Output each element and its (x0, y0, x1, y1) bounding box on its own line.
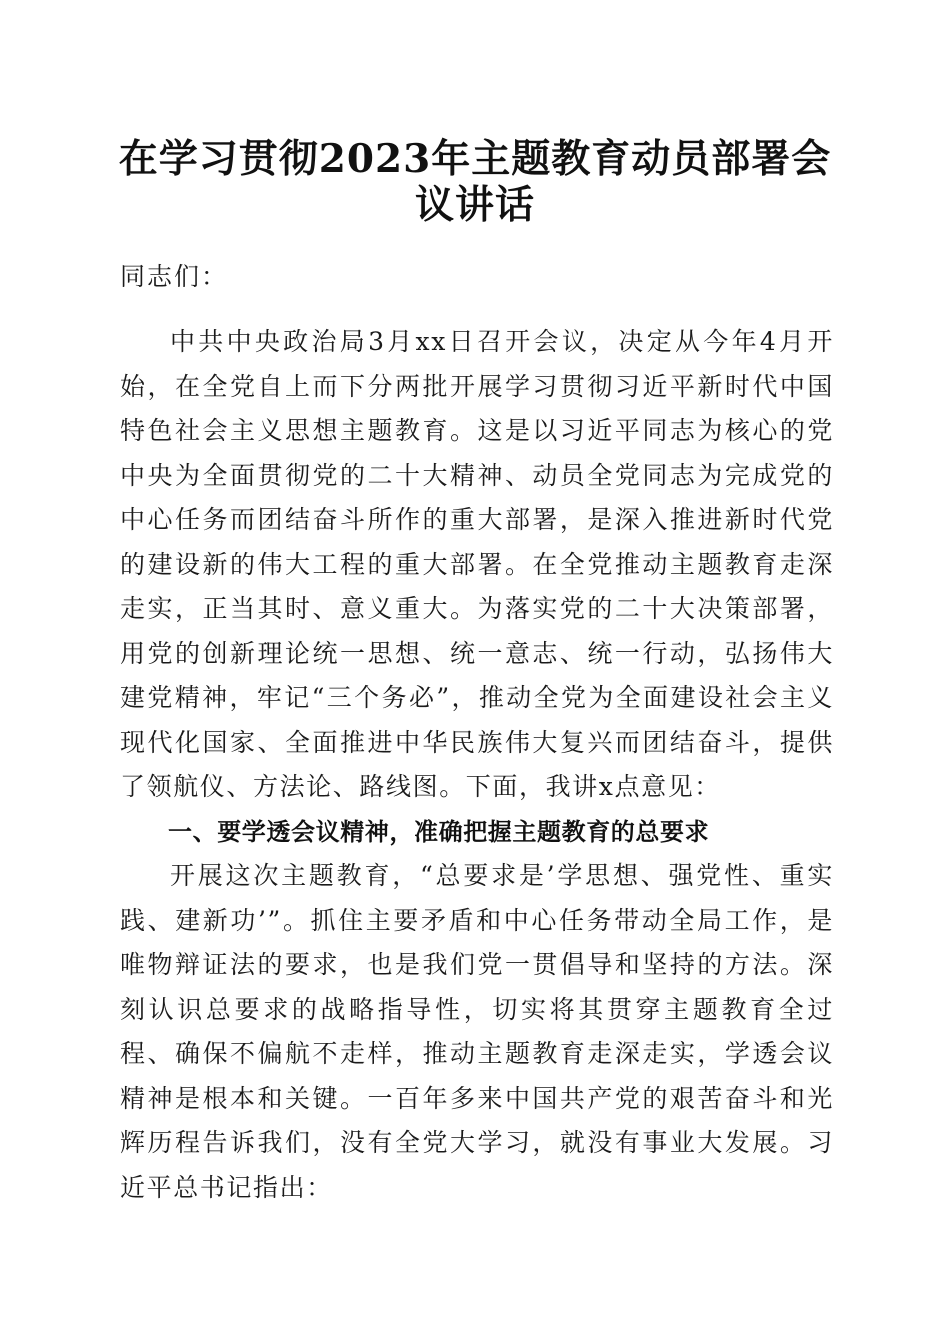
intro-paragraph: 中共中央政治局3月xx日召开会议，决定从今年4月开始，在全党自上而下分两批开展学习贯彻习近平新时代中国特色社会主义思想主题教育。这是以习近平同志为核心的党中央为全面贯彻党的二十大精神、动员全党同志为完成党的中心任务而团结奋斗所作的重大部署，是深入推进新时代党的建设新的伟大工程的重大部署。在全党推动主题教育走深走实，正当其时、意义重大。为落实党的二十大决策部署，用党的创新理论统一思想、统一意志、统一行动，弘扬伟大建党精神，牢记“三个务必”，推动全党为全面建设社会主义现代化国家、全面推进中华民族伟大复兴而团结奋斗，提供了领航仪、方法论、路线图。下面，我讲x点意见： (120, 327, 834, 801)
document-body (120, 320, 834, 1210)
section-paragraph: 开展这次主题教育，“总要求是’学思想、强党性、重实践、建新功’”。抓住主要矛盾和中心任务带动全局工作，是唯物辩证法的要求，也是我们党一贯倡导和坚持的方法。深刻认识总要求的战略指导性，切实将其贯穿主题教育全过程、确保不偏航不走样，推动主题教育走深走实，学透会议精神是根本和关键。一百年多来中国共产党的艰苦奋斗和光辉历程告诉我们，没有全党大学习，就没有事业大发展。习近平总书记指出： (120, 861, 834, 1202)
salutation: 同志们： (120, 262, 229, 291)
section-heading: 一、要学透会议精神，准确把握主题教育的总要求 (168, 817, 710, 846)
document-title: 在学习贯彻2023年主题教育动员部署会议讲话 (118, 136, 832, 228)
